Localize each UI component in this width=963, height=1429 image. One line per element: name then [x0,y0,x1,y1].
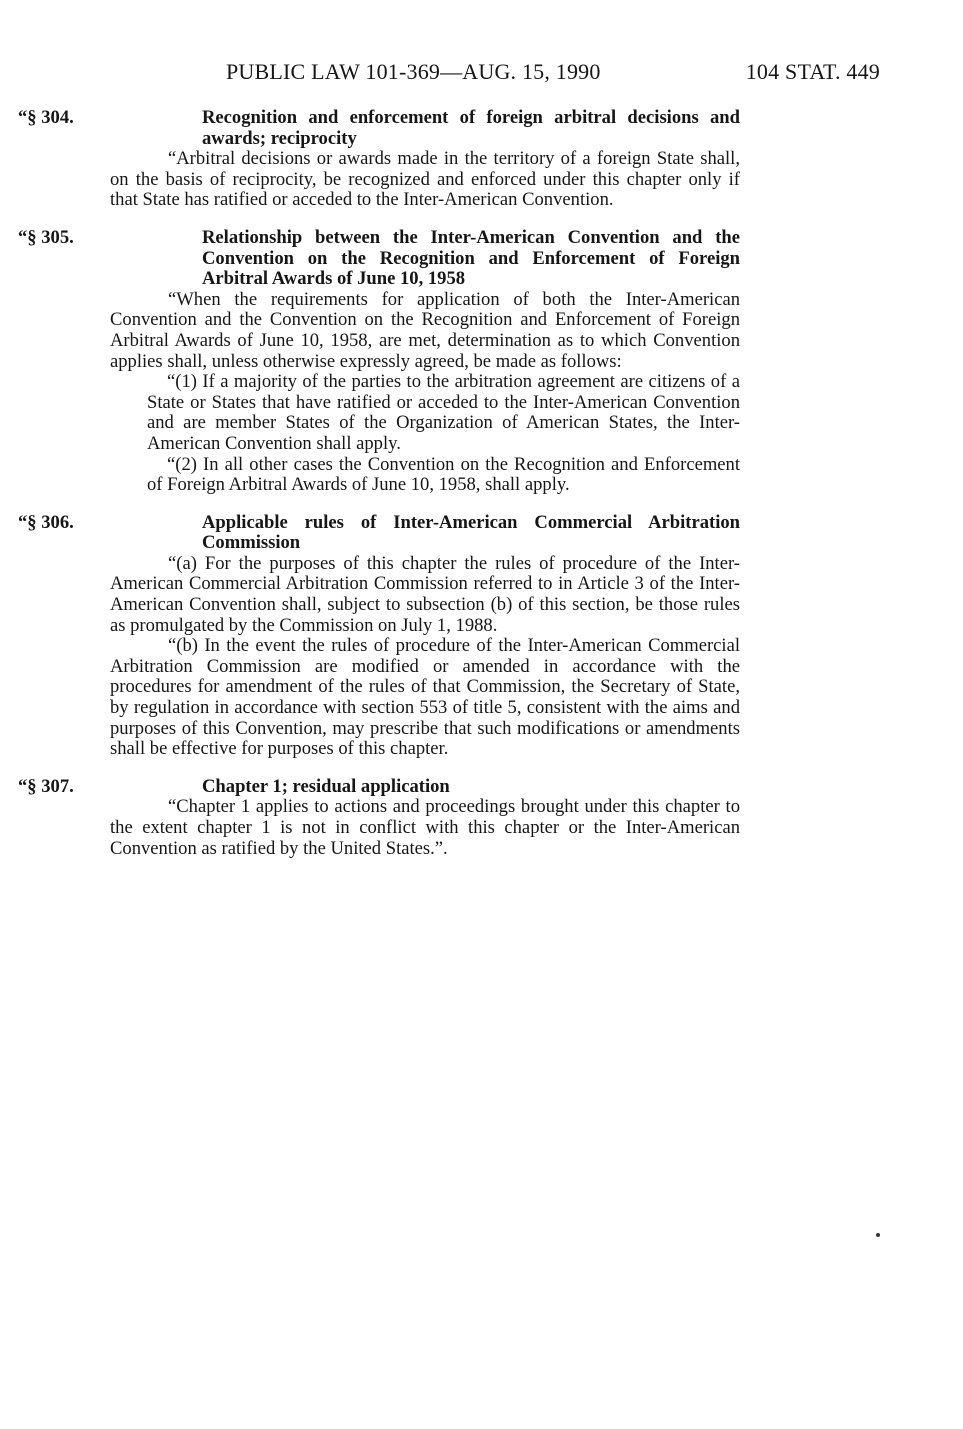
section-title: Recognition and enforcement of foreign arbitral decisions and awards; reciprocity [202,107,740,149]
document-body [18,107,740,876]
section-number: “§ 305. [18,226,74,248]
section-heading [18,226,740,290]
section-paragraph: “Chapter 1 applies to actions and proceedings brought under this chapter to the extent chapter 1 is not in conflict with this chapter or the Inter-American Convention as ratified by the United States.”. [110,796,740,859]
list-item: “(1) If a majority of the parties to the arbitration agreement are citizens of a State or States that have ratified or acceded to the Inter-American Convention and are member States of the Organization of American States, the Inter-American Convention shall apply. [147,371,740,454]
section-title: Relationship between the Inter-American Convention and the Convention on the Recognition and Enforcement of Foreign Arbitral Awards of June 10, 1958 [202,226,740,290]
section-paragraph: “(b) In the event the rules of procedure of the Inter-American Commercial Arbitration Commission are modified or amended in accordance with the procedures for amendment of the rules of that Commission, the Secretary of State, by regulation in accordance with section 553 of title 5, consistent with the aims and purposes of this Convention, may prescribe that such modifications or amendments shall be effective for purposes of this chapter. [110,635,740,760]
section-heading [18,775,740,798]
scan-speck [876,1233,880,1237]
statute-page-number: 104 STAT. 449 [745,59,880,84]
section-heading [18,107,740,149]
section-307 [18,775,740,859]
section-305 [18,226,740,496]
section-number: “§ 306. [18,511,74,533]
section-paragraph: “(a) For the purposes of this chapter the rules of procedure of the Inter-American Commercial Arbitration Commission referred to in Article 3 of the Inter-American Convention shall, subject to subsection (b) of this section, be those rules as promulgated by the Commission on July 1, 1988. [110,552,740,636]
section-heading [18,511,740,554]
page-header [110,55,880,89]
section-title: Applicable rules of Inter-American Commercial Arbitration Commission [202,511,740,554]
section-title: Chapter 1; residual application [202,775,450,797]
section-304 [18,107,740,211]
section-306 [18,511,740,760]
section-paragraph: “Arbitral decisions or awards made in the territory of a foreign State shall, on the basis of reciprocity, be recognized and enforced under this chapter only if that State has ratified or acceded to the Inter-American Convention. [110,148,740,211]
section-paragraph: “When the requirements for application of both the Inter-American Convention and the Convention on the Recognition and Enforcement of Foreign Arbitral Awards of June 10, 1958, are met, determination as to which Convention applies shall, unless otherwise expressly agreed, be made as follows: [110,288,740,372]
list-item: “(2) In all other cases the Convention on the Recognition and Enforcement of Foreign Arbitral Awards of June 10, 1958, shall apply. [147,453,740,496]
public-law-citation: PUBLIC LAW 101-369—AUG. 15, 1990 [226,59,601,84]
section-number: “§ 304. [18,107,74,128]
section-number: “§ 307. [18,775,74,797]
